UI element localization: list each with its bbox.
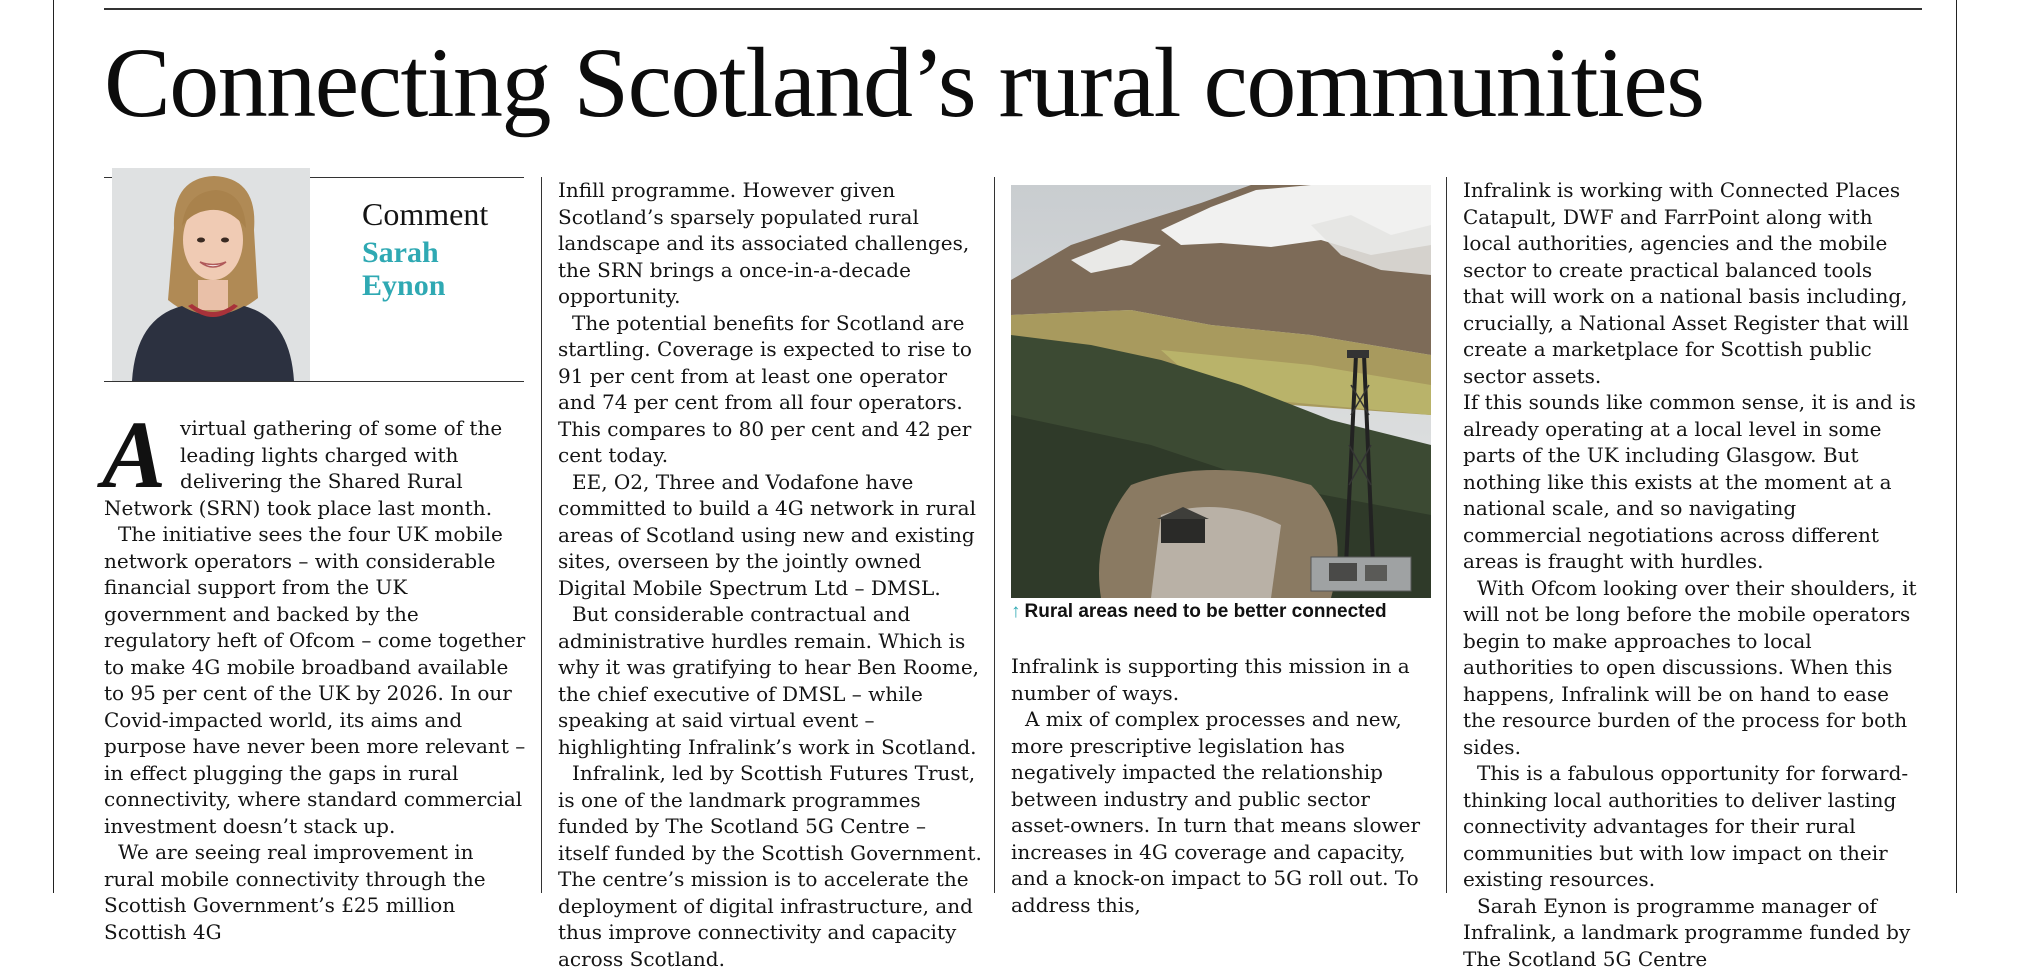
paragraph: Infralink, led by Scottish Futures Trust, is one of the landmark programmes funded by The Scotland 5G Centre – itself funded by the Scottish Government. The centre’s mission is to accelerate the deployment of digital infrastructure, and thus improve connectivity and capacity across Scotland. xyxy=(558,760,982,972)
paragraph: Infralink is working with Connected Places Catapult, DWF and FarrPoint along with local authorities, agencies and the mobile sector to create practical balanced tools that will work on a national basis including, crucially, a National Asset Register that will create a marketplace for Scottish public sector assets. xyxy=(1463,177,1919,389)
drop-cap: A xyxy=(102,419,166,491)
page-frame-right xyxy=(1956,0,1957,893)
headline: Connecting Scotland’s rural communities xyxy=(104,28,1704,138)
paragraph: This is a fabulous opportunity for forward-thinking local authorities to deliver lasting connectivity advantages for their rural communities but with low impact on their existing resources. xyxy=(1463,760,1919,893)
landscape-photo xyxy=(1011,185,1431,598)
top-rule xyxy=(104,8,1922,10)
page-frame-left xyxy=(53,0,54,893)
author-name: Sarah Eynon xyxy=(362,236,482,302)
paragraph: A mix of complex processes and new, more prescriptive legislation has negatively impacted the relationship between industry and public sector asset-owners. In turn that means slower increases in 4G coverage and capacity, and a knock-on impact to 5G roll out. To address this, xyxy=(1011,706,1435,918)
byline-rule-bottom xyxy=(104,381,524,382)
column-rule xyxy=(1446,177,1447,893)
paragraph: The potential benefits for Scotland are startling. Coverage is expected to rise to 91 per cent from at least one operator and 74 per cent from all four operators. This compares to 80 per cent and 42 per cent today. xyxy=(558,310,982,469)
paragraph: The initiative sees the four UK mobile network operators – with considerable financial support from the UK government and backed by the regulatory heft of Ofcom – come together to make 4G mobile broadband available to 95 per cent of the UK by 2026. In our Covid-impacted world, its aims and purpose have never been more relevant – in effect plugging the gaps in rural connectivity, where standard commercial investment doesn’t stack up. xyxy=(104,521,528,839)
author-bio: Sarah Eynon is programme manager of Infralink, a landmark programme funded by The Scotland 5G Centre xyxy=(1463,893,1919,972)
arrow-up-icon: ↑ xyxy=(1011,601,1021,622)
article-column-3 xyxy=(1011,653,1435,918)
photo-caption: ↑ Rural areas need to be better connected xyxy=(1011,601,1387,623)
lead-paragraph: Avirtual gathering of some of the leading lights charged with delivering the Shared Rural Network (SRN) took place last month. xyxy=(104,415,528,521)
paragraph: Infralink is supporting this mission in a number of ways. xyxy=(1011,653,1435,706)
article-column-4 xyxy=(1463,177,1919,972)
paragraph: We are seeing real improvement in rural mobile connectivity through the Scottish Government’s £25 million Scottish 4G xyxy=(104,839,528,945)
author-portrait xyxy=(112,168,310,381)
paragraph: But considerable contractual and administrative hurdles remain. Which is why it was gratifying to hear Ben Roome, the chief executive of DMSL – while speaking at said virtual event – highlighting Infralink’s work in Scotland. xyxy=(558,601,982,760)
article-column-2 xyxy=(558,177,982,972)
paragraph: Infill programme. However given Scotland’s sparsely populated rural landscape and its associated challenges, the SRN brings a once-in-a-decade opportunity. xyxy=(558,177,982,310)
paragraph: If this sounds like common sense, it is and is already operating at a local level in some parts of the UK including Glasgow. But nothing like this exists at the moment at a national scale, and so navigating commercial negotiations across different areas is fraught with hurdles. xyxy=(1463,389,1919,575)
paragraph: With Ofcom looking over their shoulders, it will not be long before the mobile operators begin to make approaches to local authorities to open discussions. When this happens, Infralink will be on hand to ease the resource burden of the process for both sides. xyxy=(1463,575,1919,761)
comment-label: Comment xyxy=(362,196,488,233)
column-rule xyxy=(994,177,995,893)
column-rule xyxy=(541,177,542,893)
paragraph: EE, O2, Three and Vodafone have committed to build a 4G network in rural areas of Scotland using new and existing sites, overseen by the jointly owned Digital Mobile Spectrum Ltd – DMSL. xyxy=(558,469,982,602)
article-column-1 xyxy=(104,415,528,945)
